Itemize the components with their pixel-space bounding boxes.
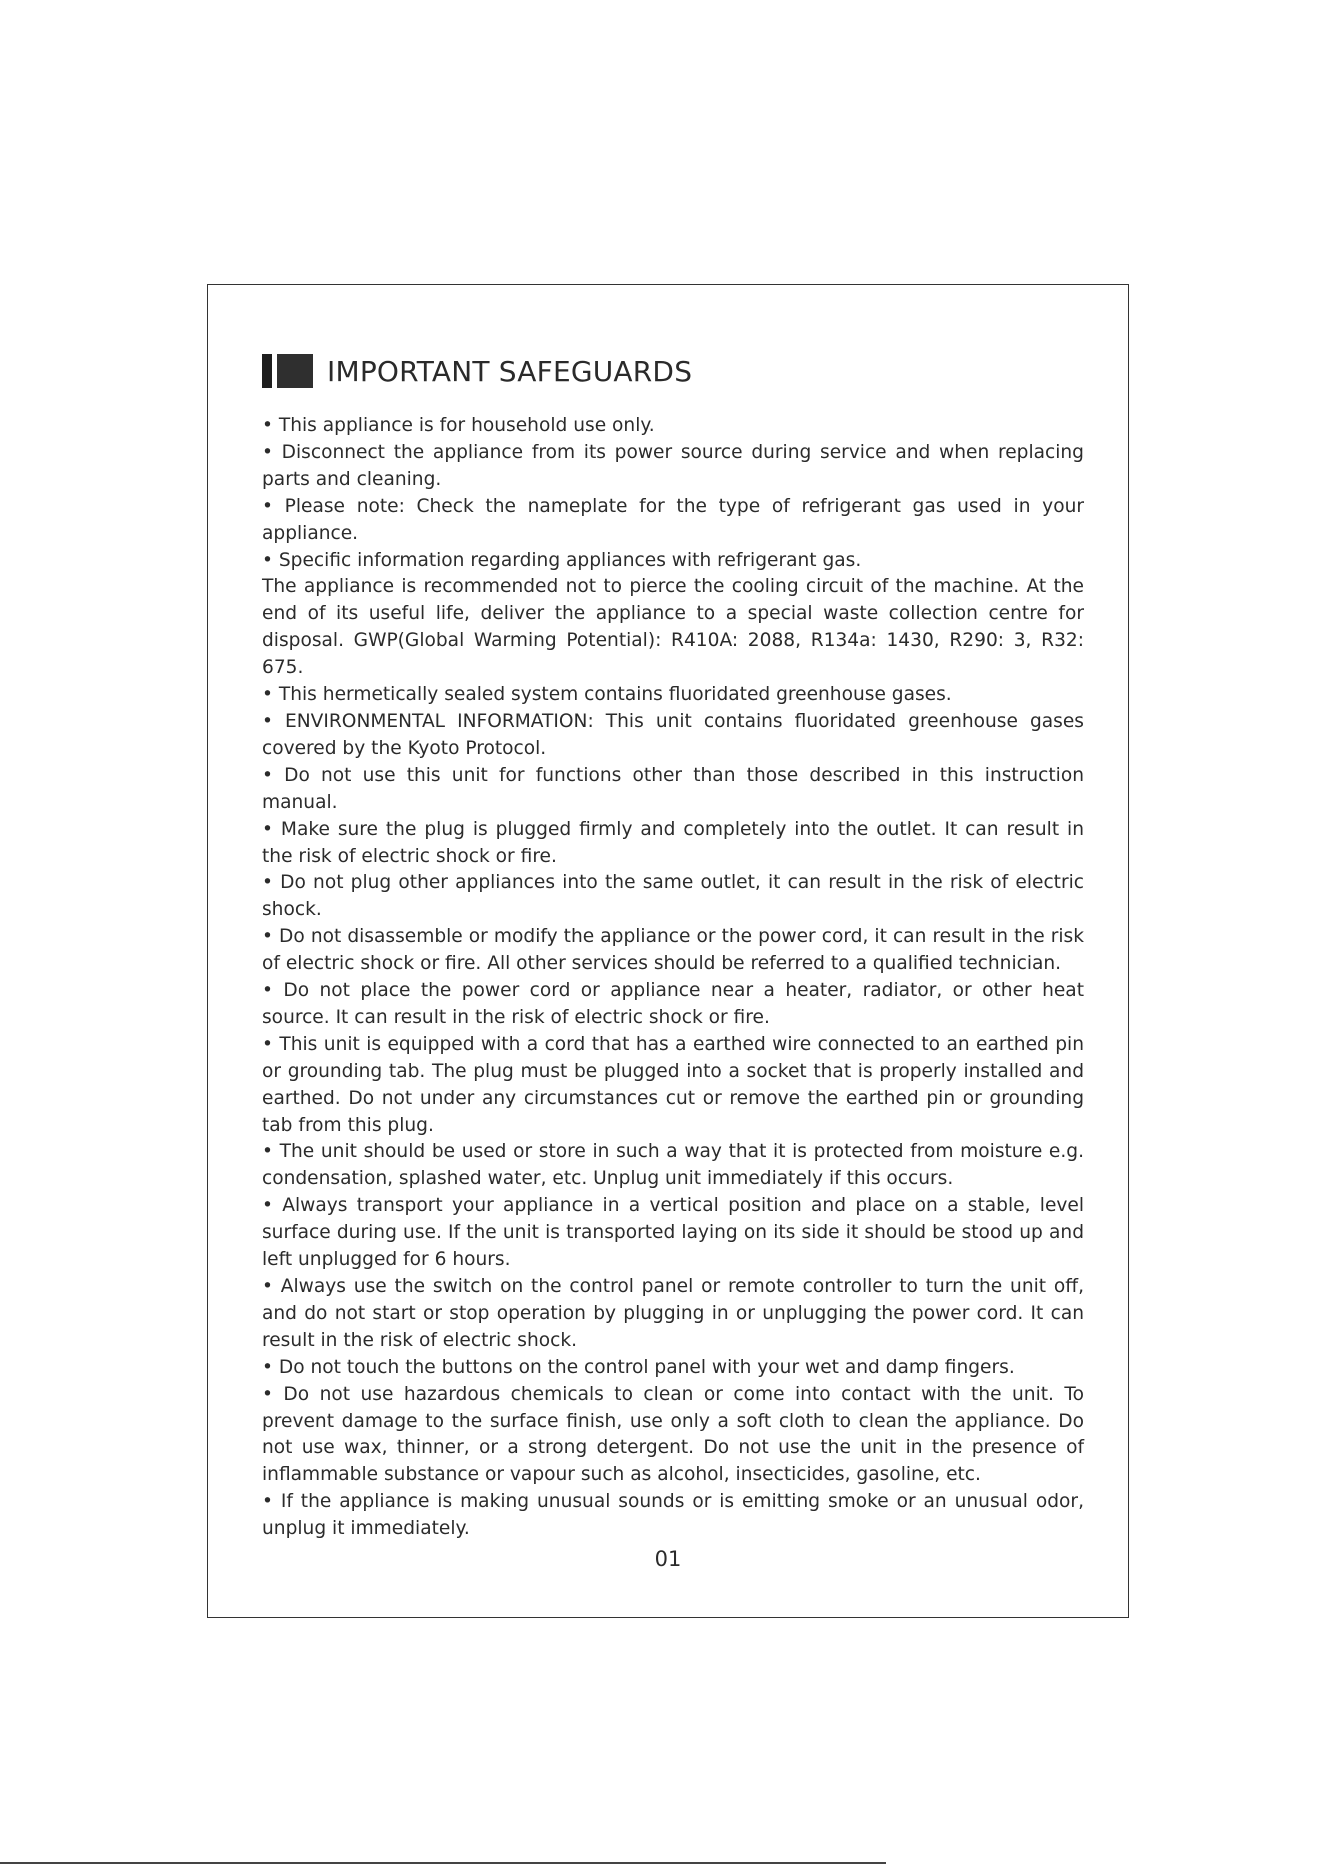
- safeguard-item: • Do not plug other appliances into the same outlet, it can result in the risk of electric shock.: [262, 872, 1084, 921]
- safeguard-item: • This hermetically sealed system contains fluoridated greenhouse gases.: [262, 684, 952, 706]
- page-title: IMPORTANT SAFEGUARDS: [327, 354, 693, 388]
- safeguard-item: • Specific information regarding appliances with refrigerant gas.: [262, 549, 862, 571]
- safeguards-list: [262, 413, 1084, 1543]
- safeguard-item: • Make sure the plug is plugged firmly and completely into the outlet. It can result in the risk of electric shock or fire.: [262, 818, 1084, 867]
- heading-marker-icon: [262, 354, 313, 388]
- safeguard-item: • Always transport your appliance in a vertical position and place on a stable, level surface during use. If the unit is transported laying on its side it should be stood up and left unplugged for 6 hours.: [262, 1195, 1084, 1271]
- safeguard-item: • Do not use hazardous chemicals to clean or come into contact with the unit. To prevent damage to the surface finish, use only a soft cloth to clean the appliance. Do not use wax, thinner, or a strong detergent. Do not use the unit in the presence of inflammable substance or vapour such as alcohol, insecticides, gasoline, etc.: [262, 1383, 1084, 1486]
- safeguard-item: • Always use the switch on the control panel or remote controller to turn the unit off, and do not start or stop operation by plugging in or unplugging the power cord. It can result in the risk of electric shock.: [262, 1276, 1084, 1351]
- section-heading: [262, 353, 692, 389]
- safeguard-item: • ENVIRONMENTAL INFORMATION: This unit contains fluoridated greenhouse gases covered by the Kyoto Protocol.: [262, 710, 1084, 759]
- safeguard-item: • Do not place the power cord or appliance near a heater, radiator, or other heat source. It can result in the risk of electric shock or fire.: [262, 980, 1084, 1028]
- safeguard-item: • If the appliance is making unusual sounds or is emitting smoke or an unusual odor, unplug it immediately.: [262, 1491, 1084, 1540]
- safeguard-item: • This appliance is for household use only.: [262, 415, 655, 436]
- safeguard-item: • Please note: Check the nameplate for the type of refrigerant gas used in your appliance.: [262, 495, 1084, 544]
- safeguard-item: • Disconnect the appliance from its power source during service and when replacing parts and cleaning.: [262, 441, 1084, 490]
- safeguard-item: • Do not use this unit for functions other than those described in this instruction manual.: [262, 764, 1084, 813]
- safeguard-item: The appliance is recommended not to pierce the cooling circuit of the machine. At the end of its useful life, deliver the appliance to a special waste collection centre for disposal. GWP(Global Warming Potential): R410A: 2088, R134a: 1430, R290: 3, R32: 675.: [262, 576, 1084, 679]
- heading-marker-wide-bar: [277, 354, 313, 388]
- safeguard-item: • The unit should be used or store in such a way that it is protected from moisture e.g. condensation, splashed water, etc. Unplug unit immediately if this occurs.: [262, 1141, 1084, 1190]
- safeguard-item: • Do not touch the buttons on the control panel with your wet and damp fingers.: [262, 1356, 1015, 1378]
- page-frame: [207, 284, 1129, 1618]
- footer-divider: [0, 1862, 886, 1864]
- safeguard-item: • Do not disassemble or modify the appliance or the power cord, it can result in the risk of electric shock or fire. All other services should be referred to a qualified technician.: [262, 926, 1084, 975]
- heading-marker-thin-bar: [262, 354, 272, 388]
- page-number: 01: [654, 1547, 682, 1571]
- safeguard-item: • This unit is equipped with a cord that has a earthed wire connected to an earthed pin or grounding tab. The plug must be plugged into a socket that is properly installed and earthed. Do not under any circumstances cut or remove the earthed pin or grounding tab from this plug.: [262, 1033, 1084, 1136]
